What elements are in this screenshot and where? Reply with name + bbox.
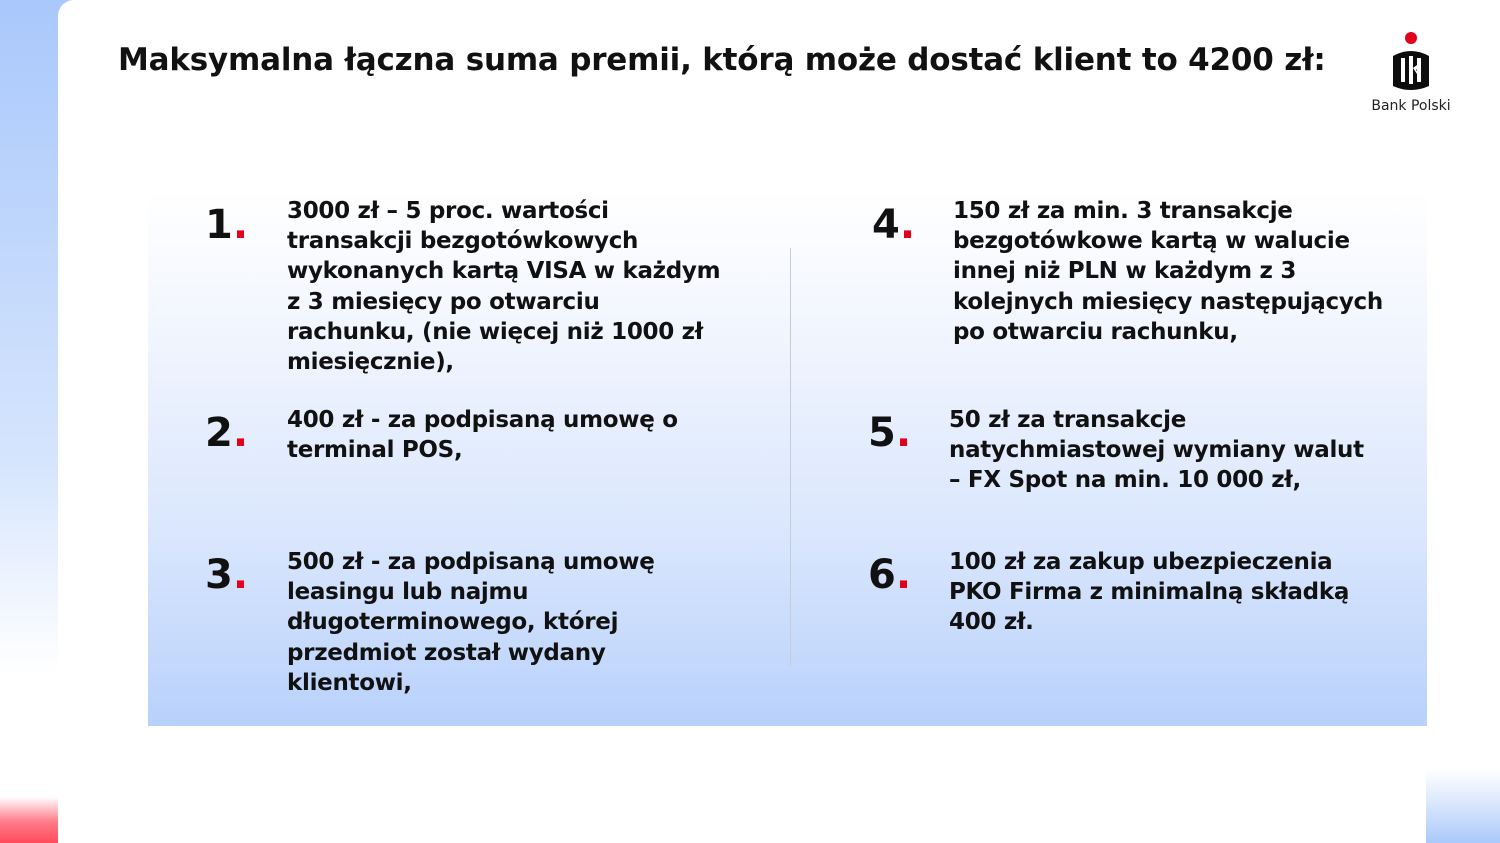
logo-text: Bank Polski <box>1371 98 1451 114</box>
item-dot: . <box>232 552 249 598</box>
item-number-6: 6. <box>868 552 912 598</box>
pko-logo-icon <box>1389 32 1433 92</box>
page-notch-arrow <box>70 38 98 90</box>
item-dot: . <box>899 202 916 248</box>
item-dot: . <box>895 410 912 456</box>
right-corner-accent <box>1426 769 1500 843</box>
item-text-1: 3000 zł – 5 proc. wartości transakcji bezgotówkowych wykonanych kartą VISA w każdym z 3 miesięcy po otwarciu rachunku, (nie więcej niż 1000 zł miesięcznie), <box>287 198 721 376</box>
item-number-4: 4. <box>872 202 916 248</box>
item-text-5: 50 zł za transakcje natychmiastowej wymiany walut – FX Spot na min. 10 000 zł, <box>949 407 1364 494</box>
column-divider <box>790 248 791 666</box>
item-number-3: 3. <box>205 552 249 598</box>
item-text-4: 150 zł za min. 3 transakcje bezgotówkowe kartą w walucie innej niż PLN w każdym z 3 kolejnych miesięcy następujących po otwarciu rachunku, <box>953 198 1383 345</box>
item-text-6: 100 zł za zakup ubezpieczenia PKO Firma z minimalną składką 400 zł. <box>949 549 1350 636</box>
page-title: Maksymalna łączna suma premii, którą może dostać klient to 4200 zł: <box>118 42 1326 78</box>
item-number-1: 1. <box>205 202 249 248</box>
item-number-2: 2. <box>205 410 249 456</box>
page-sheet-edge <box>58 0 88 843</box>
item-dot: . <box>232 202 249 248</box>
item-text-2: 400 zł - za podpisaną umowę o terminal POS, <box>287 407 678 464</box>
item-dot: . <box>232 410 249 456</box>
pko-logo <box>1370 32 1452 122</box>
item-dot: . <box>895 552 912 598</box>
item-text-3: 500 zł - za podpisaną umowę leasingu lub najmu długoterminowego, której przedmiot został wydany klientowi, <box>287 549 655 696</box>
item-number-5: 5. <box>868 410 912 456</box>
